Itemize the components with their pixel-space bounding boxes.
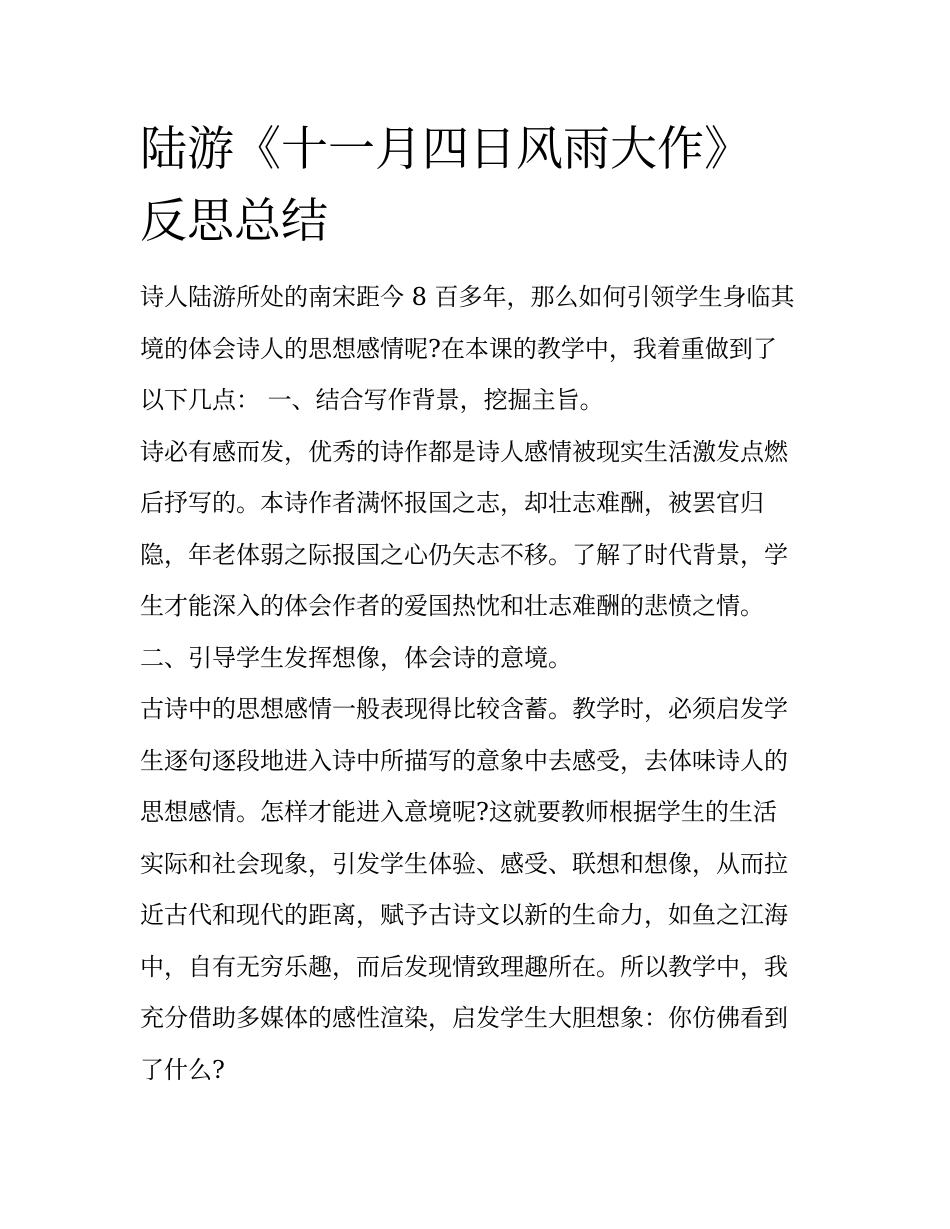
paragraph-4-line-7: 充分借助多媒体的感性渲染，启发学生大胆想象：你仿佛看到 bbox=[140, 1004, 788, 1032]
paragraph-2-line-1: 诗必有感而发，优秀的诗作都是诗人感情被现实生活激发点燃 bbox=[140, 437, 788, 466]
paragraph-4-line-3: 思想感情。怎样才能进入意境呢?这就要教师根据学生的生活 bbox=[140, 798, 777, 826]
paragraph-4-line-6: 中，自有无穷乐趣，而后发现情致理趣所在。所以教学中，我 bbox=[140, 952, 788, 981]
document-title bbox=[140, 114, 820, 258]
paragraph-4-line-8: 了什么? bbox=[140, 1055, 225, 1084]
paragraph-3-heading bbox=[140, 633, 820, 685]
paragraph-1-line-2: 境的体会诗人的思想感情呢?在本课的教学中，我着重做到了 bbox=[140, 334, 777, 363]
document-body bbox=[140, 272, 820, 1096]
title-line-2: 反思总结 bbox=[140, 194, 328, 249]
title-line-1: 陆游《十一月四日风雨大作》 bbox=[140, 122, 751, 177]
paragraph-4-line-1: 古诗中的思想感情一般表现得比较含蓄。教学时，必须启发学 bbox=[140, 695, 788, 723]
paragraph-4-line-4: 实际和社会现象，引发学生体验、感受、联想和想像，从而拉 bbox=[140, 849, 788, 878]
paragraph-4-line-5: 近古代和现代的距离，赋予古诗文以新的生命力，如鱼之江海 bbox=[140, 901, 788, 929]
paragraph-2-line-4: 生才能深入的体会作者的爱国热忱和壮志难酬的悲愤之情。 bbox=[140, 592, 764, 620]
paragraph-1-line-1: 诗人陆游所处的南宋距今 8 百多年，那么如何引领学生身临其 bbox=[140, 283, 795, 311]
paragraph-1 bbox=[140, 272, 820, 427]
paragraph-2 bbox=[140, 427, 820, 633]
paragraph-2-line-2: 后抒写的。本诗作者满怀报国之志，却壮志难酬，被罢官归 bbox=[140, 489, 764, 517]
paragraph-4 bbox=[140, 684, 820, 1096]
paragraph-3-line-1: 二、引导学生发挥想像，体会诗的意境。 bbox=[140, 643, 572, 672]
paragraph-1-line-3: 以下几点： 一、结合写作背景，挖掘主旨。 bbox=[140, 386, 604, 414]
paragraph-2-line-3: 隐，年老体弱之际报国之心仍矢志不移。了解了时代背景，学 bbox=[140, 540, 788, 569]
paragraph-4-line-2: 生逐句逐段地进入诗中所描写的意象中去感受，去体味诗人的 bbox=[140, 746, 788, 775]
document-content bbox=[140, 114, 820, 1096]
